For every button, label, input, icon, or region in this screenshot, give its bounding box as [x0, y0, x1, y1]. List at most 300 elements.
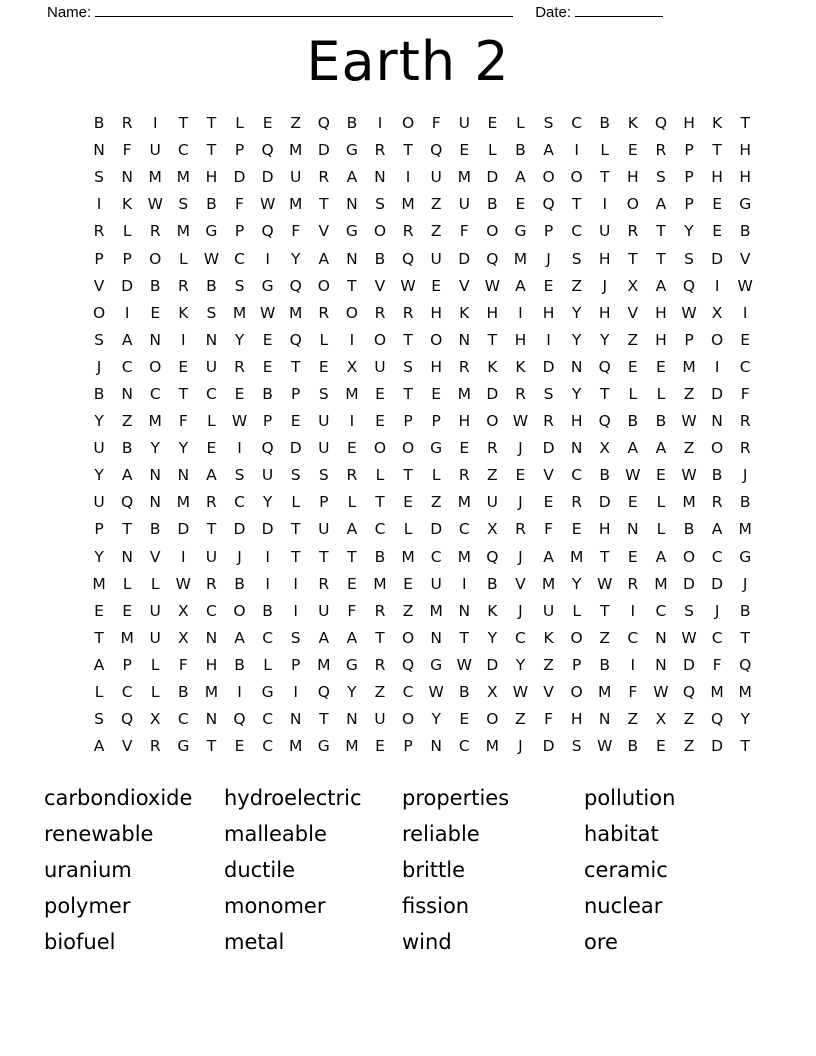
grid-cell[interactable]: K: [543, 628, 554, 647]
grid-cell[interactable]: O: [570, 628, 583, 647]
grid-cell[interactable]: X: [149, 710, 161, 729]
grid-cell[interactable]: Q: [711, 710, 724, 729]
grid-cell[interactable]: Y: [94, 412, 104, 431]
grid-cell[interactable]: F: [544, 710, 553, 729]
grid-cell[interactable]: U: [430, 574, 442, 593]
grid-cell[interactable]: T: [347, 276, 357, 295]
grid-cell[interactable]: X: [655, 710, 667, 729]
grid-cell[interactable]: C: [206, 384, 217, 403]
grid-cell[interactable]: I: [574, 141, 579, 160]
grid-cell[interactable]: A: [543, 141, 554, 160]
grid-cell[interactable]: E: [431, 384, 442, 403]
grid-cell[interactable]: C: [234, 493, 245, 512]
grid-cell[interactable]: C: [121, 357, 133, 376]
grid-cell[interactable]: J: [237, 547, 242, 566]
grid-cell[interactable]: C: [711, 628, 723, 647]
grid-cell[interactable]: Y: [431, 710, 441, 729]
grid-cell[interactable]: U: [205, 547, 218, 566]
grid-cell[interactable]: E: [431, 276, 442, 295]
grid-cell[interactable]: I: [630, 601, 636, 620]
grid-cell[interactable]: G: [317, 737, 330, 756]
grid-cell[interactable]: L: [150, 655, 160, 674]
grid-cell[interactable]: S: [178, 195, 189, 214]
word-list-item[interactable]: wind: [402, 930, 452, 954]
grid-cell[interactable]: B: [149, 276, 161, 295]
grid-cell[interactable]: G: [261, 276, 274, 295]
grid-cell[interactable]: Y: [515, 655, 526, 674]
grid-cell[interactable]: U: [430, 249, 442, 268]
grid-cell[interactable]: E: [262, 114, 273, 133]
grid-cell[interactable]: U: [542, 601, 555, 620]
grid-cell[interactable]: R: [543, 412, 554, 431]
grid-cell[interactable]: S: [206, 303, 217, 322]
grid-cell[interactable]: H: [205, 655, 218, 674]
grid-cell[interactable]: T: [290, 547, 301, 566]
grid-cell[interactable]: M: [738, 520, 752, 539]
grid-cell[interactable]: D: [177, 520, 190, 539]
grid-cell[interactable]: I: [265, 249, 270, 268]
grid-cell[interactable]: D: [598, 493, 611, 512]
grid-cell[interactable]: D: [486, 384, 499, 403]
grid-cell[interactable]: W: [681, 466, 697, 485]
grid-cell[interactable]: E: [206, 439, 217, 458]
grid-cell[interactable]: W: [203, 249, 220, 268]
grid-cell[interactable]: T: [600, 168, 610, 187]
grid-cell[interactable]: T: [206, 114, 217, 133]
grid-cell[interactable]: L: [375, 466, 385, 485]
grid-cell[interactable]: A: [318, 628, 330, 647]
grid-cell[interactable]: S: [290, 628, 301, 647]
grid-cell[interactable]: Q: [289, 276, 302, 295]
grid-cell[interactable]: W: [681, 628, 697, 647]
grid-cell[interactable]: G: [205, 222, 218, 241]
grid-cell[interactable]: D: [542, 357, 555, 376]
grid-cell[interactable]: B: [93, 384, 105, 403]
grid-cell[interactable]: V: [149, 547, 161, 566]
grid-cell[interactable]: S: [94, 330, 104, 349]
grid-cell[interactable]: O: [373, 439, 387, 458]
grid-cell[interactable]: W: [259, 303, 276, 322]
grid-cell[interactable]: C: [627, 628, 639, 647]
grid-cell[interactable]: R: [571, 493, 583, 512]
grid-cell[interactable]: A: [318, 249, 330, 268]
grid-cell[interactable]: E: [515, 195, 526, 214]
grid-cell[interactable]: M: [457, 547, 471, 566]
grid-cell[interactable]: Y: [94, 466, 104, 485]
grid-cell[interactable]: R: [458, 357, 470, 376]
grid-cell[interactable]: L: [600, 141, 610, 160]
grid-cell[interactable]: J: [518, 493, 523, 512]
grid-cell[interactable]: Y: [94, 547, 104, 566]
grid-cell[interactable]: O: [373, 330, 387, 349]
grid-cell[interactable]: Y: [740, 710, 750, 729]
grid-cell[interactable]: W: [597, 737, 613, 756]
grid-cell[interactable]: N: [149, 330, 162, 349]
grid-cell[interactable]: W: [625, 466, 641, 485]
grid-cell[interactable]: L: [122, 222, 132, 241]
grid-cell[interactable]: S: [290, 466, 301, 485]
grid-cell[interactable]: U: [93, 439, 105, 458]
grid-cell[interactable]: B: [599, 114, 611, 133]
grid-cell[interactable]: N: [121, 547, 133, 566]
grid-cell[interactable]: A: [346, 520, 358, 539]
grid-cell[interactable]: J: [518, 601, 523, 620]
grid-cell[interactable]: C: [739, 357, 751, 376]
grid-cell[interactable]: U: [430, 168, 442, 187]
grid-cell[interactable]: D: [317, 141, 330, 160]
grid-cell[interactable]: D: [121, 276, 134, 295]
grid-cell[interactable]: P: [684, 141, 694, 160]
grid-cell[interactable]: R: [374, 655, 386, 674]
grid-cell[interactable]: K: [178, 303, 189, 322]
grid-cell[interactable]: E: [122, 601, 133, 620]
grid-cell[interactable]: T: [94, 628, 104, 647]
grid-cell[interactable]: J: [96, 357, 102, 376]
grid-cell[interactable]: Z: [374, 683, 386, 702]
grid-cell[interactable]: M: [457, 384, 471, 403]
grid-cell[interactable]: T: [319, 195, 329, 214]
grid-cell[interactable]: W: [231, 412, 248, 431]
grid-cell[interactable]: I: [349, 330, 355, 349]
grid-cell[interactable]: E: [656, 737, 666, 756]
grid-cell[interactable]: L: [291, 493, 301, 512]
grid-cell[interactable]: H: [430, 303, 442, 322]
grid-cell[interactable]: N: [149, 493, 162, 512]
grid-cell[interactable]: B: [93, 114, 105, 133]
grid-cell[interactable]: H: [205, 168, 218, 187]
grid-cell[interactable]: I: [265, 547, 270, 566]
grid-cell[interactable]: O: [486, 412, 499, 431]
grid-cell[interactable]: D: [711, 384, 724, 403]
grid-cell[interactable]: B: [121, 439, 133, 458]
word-list-item[interactable]: carbondioxide: [44, 786, 193, 810]
grid-cell[interactable]: E: [234, 737, 245, 756]
grid-cell[interactable]: Q: [121, 493, 134, 512]
grid-cell[interactable]: Y: [684, 222, 694, 241]
grid-cell[interactable]: R: [627, 574, 639, 593]
grid-cell[interactable]: D: [261, 168, 274, 187]
grid-cell[interactable]: Y: [234, 330, 245, 349]
grid-cell[interactable]: R: [206, 574, 217, 593]
grid-cell[interactable]: N: [149, 466, 162, 485]
grid-cell[interactable]: T: [290, 357, 301, 376]
grid-cell[interactable]: E: [627, 357, 638, 376]
grid-cell[interactable]: O: [711, 330, 724, 349]
grid-cell[interactable]: N: [121, 168, 133, 187]
grid-cell[interactable]: W: [597, 574, 613, 593]
grid-cell[interactable]: U: [599, 222, 611, 241]
grid-cell[interactable]: J: [742, 466, 748, 485]
grid-cell[interactable]: T: [600, 601, 610, 620]
grid-cell[interactable]: Q: [261, 439, 274, 458]
grid-cell[interactable]: Q: [598, 412, 611, 431]
grid-cell[interactable]: M: [401, 195, 415, 214]
grid-cell[interactable]: C: [262, 737, 274, 756]
grid-cell[interactable]: U: [318, 601, 330, 620]
grid-cell[interactable]: W: [681, 412, 697, 431]
grid-cell[interactable]: O: [486, 222, 499, 241]
grid-cell[interactable]: A: [711, 520, 723, 539]
grid-cell[interactable]: E: [543, 493, 554, 512]
grid-cell[interactable]: R: [515, 384, 526, 403]
grid-cell[interactable]: T: [403, 384, 413, 403]
grid-cell[interactable]: N: [655, 628, 667, 647]
grid-cell[interactable]: T: [347, 547, 357, 566]
grid-cell[interactable]: M: [457, 168, 471, 187]
grid-cell[interactable]: B: [234, 655, 245, 674]
grid-cell[interactable]: P: [571, 655, 582, 674]
grid-cell[interactable]: P: [94, 520, 104, 539]
grid-cell[interactable]: L: [628, 384, 638, 403]
grid-cell[interactable]: W: [147, 195, 163, 214]
grid-cell[interactable]: W: [400, 276, 416, 295]
grid-cell[interactable]: M: [429, 601, 443, 620]
grid-cell[interactable]: O: [711, 439, 724, 458]
grid-cell[interactable]: X: [599, 439, 611, 458]
grid-cell[interactable]: A: [543, 547, 554, 566]
grid-cell[interactable]: J: [518, 439, 523, 458]
grid-cell[interactable]: L: [235, 114, 244, 133]
grid-cell[interactable]: G: [177, 737, 190, 756]
grid-cell[interactable]: E: [346, 574, 357, 593]
grid-cell[interactable]: P: [543, 222, 554, 241]
grid-cell[interactable]: Q: [317, 114, 330, 133]
grid-cell[interactable]: E: [375, 384, 385, 403]
grid-cell[interactable]: F: [178, 412, 188, 431]
grid-cell[interactable]: N: [458, 330, 471, 349]
grid-cell[interactable]: X: [487, 683, 498, 702]
grid-cell[interactable]: T: [459, 628, 469, 647]
grid-cell[interactable]: E: [543, 276, 554, 295]
grid-cell[interactable]: M: [204, 683, 219, 702]
grid-cell[interactable]: V: [627, 303, 639, 322]
grid-cell[interactable]: E: [571, 520, 582, 539]
grid-cell[interactable]: A: [206, 466, 217, 485]
grid-cell[interactable]: V: [458, 276, 470, 295]
grid-cell[interactable]: C: [711, 547, 723, 566]
grid-cell[interactable]: N: [598, 710, 611, 729]
grid-cell[interactable]: O: [92, 303, 106, 322]
grid-cell[interactable]: R: [711, 493, 723, 512]
grid-cell[interactable]: U: [93, 493, 105, 512]
grid-cell[interactable]: L: [319, 330, 329, 349]
grid-cell[interactable]: H: [739, 141, 752, 160]
grid-cell[interactable]: K: [487, 601, 498, 620]
grid-cell[interactable]: M: [176, 222, 191, 241]
grid-cell[interactable]: L: [656, 384, 666, 403]
grid-cell[interactable]: T: [206, 520, 217, 539]
grid-cell[interactable]: Q: [486, 249, 499, 268]
grid-cell[interactable]: U: [149, 601, 161, 620]
grid-cell[interactable]: T: [656, 249, 666, 268]
grid-cell[interactable]: E: [150, 303, 161, 322]
grid-cell[interactable]: X: [711, 303, 723, 322]
grid-cell[interactable]: L: [431, 466, 441, 485]
word-list-item[interactable]: polymer: [44, 894, 131, 918]
word-list-item[interactable]: ductile: [224, 858, 296, 882]
grid-cell[interactable]: Z: [543, 655, 554, 674]
grid-cell[interactable]: B: [711, 466, 723, 485]
grid-cell[interactable]: N: [205, 710, 218, 729]
grid-cell[interactable]: C: [458, 520, 470, 539]
grid-cell[interactable]: K: [487, 357, 498, 376]
grid-cell[interactable]: I: [181, 330, 186, 349]
grid-cell[interactable]: Q: [682, 683, 696, 702]
grid-cell[interactable]: U: [458, 195, 470, 214]
grid-cell[interactable]: D: [261, 520, 274, 539]
grid-cell[interactable]: Z: [430, 195, 442, 214]
grid-cell[interactable]: N: [121, 384, 133, 403]
grid-cell[interactable]: V: [543, 466, 554, 485]
grid-cell[interactable]: C: [206, 601, 217, 620]
grid-cell[interactable]: V: [739, 249, 751, 268]
grid-cell[interactable]: E: [712, 222, 722, 241]
grid-cell[interactable]: Q: [261, 141, 274, 160]
grid-cell[interactable]: D: [711, 737, 724, 756]
grid-cell[interactable]: E: [740, 330, 751, 349]
grid-cell[interactable]: M: [345, 384, 359, 403]
grid-cell[interactable]: B: [206, 276, 217, 295]
grid-cell[interactable]: I: [518, 303, 523, 322]
grid-cell[interactable]: O: [570, 683, 583, 702]
grid-cell[interactable]: D: [486, 168, 499, 187]
grid-cell[interactable]: R: [402, 222, 414, 241]
grid-cell[interactable]: T: [487, 330, 498, 349]
grid-cell[interactable]: Y: [290, 249, 301, 268]
grid-cell[interactable]: I: [630, 655, 636, 674]
grid-cell[interactable]: W: [428, 683, 444, 702]
grid-cell[interactable]: M: [92, 574, 106, 593]
word-list-item[interactable]: ceramic: [584, 858, 668, 882]
grid-cell[interactable]: Y: [571, 384, 582, 403]
grid-cell[interactable]: Z: [515, 710, 526, 729]
grid-cell[interactable]: I: [265, 574, 270, 593]
grid-cell[interactable]: B: [262, 601, 273, 620]
grid-cell[interactable]: U: [261, 466, 274, 485]
grid-cell[interactable]: D: [233, 168, 246, 187]
grid-cell[interactable]: E: [459, 141, 470, 160]
grid-cell[interactable]: M: [457, 493, 471, 512]
grid-cell[interactable]: I: [714, 357, 720, 376]
grid-cell[interactable]: J: [518, 547, 523, 566]
grid-cell[interactable]: P: [94, 249, 104, 268]
grid-cell[interactable]: I: [237, 683, 242, 702]
grid-cell[interactable]: N: [93, 141, 105, 160]
grid-cell[interactable]: I: [237, 439, 242, 458]
grid-cell[interactable]: S: [684, 601, 694, 620]
grid-cell[interactable]: T: [740, 628, 750, 647]
grid-cell[interactable]: W: [653, 683, 669, 702]
grid-cell[interactable]: L: [403, 520, 413, 539]
grid-cell[interactable]: T: [206, 141, 217, 160]
grid-cell[interactable]: U: [149, 628, 161, 647]
grid-cell[interactable]: C: [177, 710, 189, 729]
grid-cell[interactable]: H: [711, 168, 723, 187]
grid-cell[interactable]: T: [206, 737, 217, 756]
grid-cell[interactable]: Q: [261, 222, 274, 241]
grid-cell[interactable]: E: [627, 493, 638, 512]
grid-cell[interactable]: M: [710, 683, 724, 702]
grid-cell[interactable]: B: [627, 737, 639, 756]
grid-cell[interactable]: F: [544, 520, 553, 539]
grid-cell[interactable]: S: [543, 114, 554, 133]
grid-cell[interactable]: A: [655, 276, 667, 295]
grid-cell[interactable]: T: [375, 493, 385, 512]
grid-cell[interactable]: R: [458, 466, 470, 485]
grid-cell[interactable]: T: [375, 628, 385, 647]
grid-cell[interactable]: L: [516, 114, 525, 133]
grid-cell[interactable]: I: [377, 114, 383, 133]
grid-cell[interactable]: N: [289, 710, 302, 729]
grid-cell[interactable]: E: [459, 710, 470, 729]
grid-cell[interactable]: P: [234, 222, 245, 241]
grid-cell[interactable]: H: [598, 303, 611, 322]
grid-cell[interactable]: M: [176, 168, 191, 187]
grid-cell[interactable]: A: [515, 276, 526, 295]
grid-cell[interactable]: N: [570, 439, 583, 458]
grid-cell[interactable]: N: [346, 195, 358, 214]
grid-cell[interactable]: O: [233, 601, 246, 620]
grid-cell[interactable]: I: [181, 547, 186, 566]
grid-cell[interactable]: L: [207, 412, 216, 431]
grid-cell[interactable]: R: [374, 303, 386, 322]
grid-cell[interactable]: O: [486, 710, 499, 729]
grid-cell[interactable]: E: [403, 574, 413, 593]
grid-cell[interactable]: H: [542, 303, 555, 322]
grid-cell[interactable]: G: [430, 439, 443, 458]
grid-cell[interactable]: P: [403, 412, 413, 431]
grid-cell[interactable]: G: [261, 683, 274, 702]
grid-cell[interactable]: H: [655, 330, 667, 349]
grid-cell[interactable]: Y: [571, 303, 582, 322]
grid-cell[interactable]: U: [318, 412, 330, 431]
grid-cell[interactable]: B: [149, 520, 161, 539]
grid-cell[interactable]: O: [401, 710, 415, 729]
grid-cell[interactable]: A: [121, 330, 133, 349]
grid-cell[interactable]: I: [714, 276, 720, 295]
grid-cell[interactable]: E: [627, 141, 638, 160]
grid-cell[interactable]: T: [178, 384, 189, 403]
grid-cell[interactable]: H: [627, 168, 639, 187]
grid-cell[interactable]: I: [293, 574, 298, 593]
grid-cell[interactable]: E: [318, 357, 329, 376]
grid-cell[interactable]: I: [293, 683, 298, 702]
grid-cell[interactable]: R: [346, 466, 358, 485]
grid-cell[interactable]: E: [515, 466, 526, 485]
grid-cell[interactable]: B: [515, 141, 526, 160]
grid-cell[interactable]: Q: [739, 655, 752, 674]
grid-cell[interactable]: S: [375, 195, 385, 214]
grid-cell[interactable]: G: [430, 655, 443, 674]
grid-cell[interactable]: X: [487, 520, 498, 539]
grid-cell[interactable]: Z: [627, 710, 639, 729]
grid-cell[interactable]: Z: [121, 412, 133, 431]
grid-cell[interactable]: C: [177, 141, 189, 160]
grid-cell[interactable]: U: [374, 357, 386, 376]
grid-cell[interactable]: R: [234, 357, 245, 376]
grid-cell[interactable]: M: [232, 303, 247, 322]
grid-cell[interactable]: I: [742, 303, 748, 322]
grid-cell[interactable]: A: [627, 439, 639, 458]
grid-cell[interactable]: H: [514, 330, 527, 349]
grid-cell[interactable]: N: [655, 655, 667, 674]
grid-cell[interactable]: W: [737, 276, 753, 295]
grid-cell[interactable]: E: [459, 439, 470, 458]
grid-cell[interactable]: D: [542, 737, 555, 756]
grid-cell[interactable]: Z: [430, 222, 442, 241]
grid-cell[interactable]: Z: [683, 737, 695, 756]
grid-cell[interactable]: O: [149, 357, 162, 376]
